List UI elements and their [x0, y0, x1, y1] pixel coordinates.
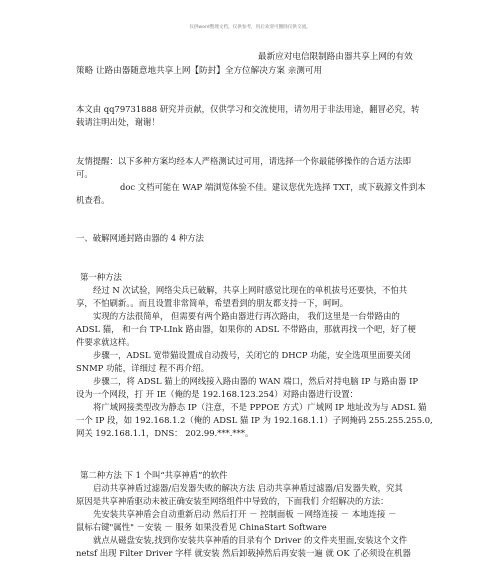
doc-note-line-1: doc 文档可能在 WAP 端浏览体验不佳。建议您优先选择 TXT，或下载源文件到本: [120, 182, 426, 192]
method1-line: 步骤一，ADSL 宽带猫设置成自动拨号，关闭它的 DHCP 功能，安全选项里面要关闭: [93, 350, 411, 360]
method1-line: 件要求就这样。: [76, 337, 135, 347]
method1-line: 将广域网接类型改为静态 IP（注意，不是 PPPOE 方式）广域网 IP 地址改为与 ADSL 猫: [93, 402, 427, 412]
method1-title: 第一种方法: [80, 272, 122, 282]
method1-line: 设为一个网段，打 开 IE（俺的是 192.168.123.254）对路由器进行设置：: [76, 389, 358, 399]
method1-line: 步骤二，将 ADSL 猫上的网线接入路由器的 WAN 端口，然后对持电脑 IP 与路由器 IP: [93, 376, 419, 386]
section1-heading: 一、破解网通封路由器的 4 种方法: [76, 233, 204, 243]
method1-line: 享，不怕刷新。。而且设置非常简单，希望看到的朋友都支持一下，呵呵。: [76, 298, 349, 308]
method2-line: 原因是共享神盾驱动未被正确安装至网络组件中导致的，下面我们 介绍解决的方法：: [76, 496, 389, 506]
method1-line: 实现的方法很简单， 但需要有两个路由器进行再次路由， 我们这里是一台带路由的: [93, 311, 400, 321]
header-note: 仅供word整理文档，仅供参考，用后欢迎可删除仅供交流。: [189, 25, 311, 30]
method2-line: netsf 出现 Filter Driver 字样 就安装 然后卸载掉然后再安装一遍 就 OK 了必须设在机器: [76, 548, 411, 558]
method1-line: ADSL 猫， 和一台 TP-LInk 路由器，如果你的 ADSL 不带路由，那就再找一个吧，好了梗: [76, 324, 416, 334]
copyright-line-2: 载请注明出处，谢谢！: [76, 117, 160, 127]
method2-title: 第二种方法 下 1 个叫“共享神盾”的软件: [80, 470, 228, 480]
tip-line-1: 友情提醒：以下多种方案均经本人严格测试过可用，请选择一个你最能够操作的合适方法即: [76, 156, 411, 166]
method2-line: 就点从磁盘安装,找到你安装共享神盾的目录有个 Driver 的文件夹里面,安装这个文件: [93, 535, 408, 545]
method1-line: 网关 192.168.1.1，DNS： 202.99.***.***。: [76, 428, 254, 438]
tip-line-2: 可。: [76, 169, 93, 179]
copyright-line-1: 本文由 qq79731888 研究并贡献，仅供学习和交流使用，请勿用于非法用途，翻冒必究，转: [76, 104, 420, 114]
title-line-2: 策略 让路由器随意地共享上网【防封】全方位解决方案 亲测可用: [76, 66, 323, 76]
method2-line: 先安装共享神盾会自动重新启动 然后打开 － 控制面板 －网络连接 － 本地连接 －: [93, 509, 397, 519]
method2-line: 鼠标右键"属性" －安装 － 服务 如果没看见 ChinaStart Software: [76, 522, 327, 532]
method2-line: 启动共享神盾过滤器/启发器失败的解决方法 启动共享神盾过滤器/启发器失败，究其: [93, 483, 403, 493]
method1-line: 一个 IP 段，如 192.168.1.2（俺的 ADSL 猫 IP 为 192.168.1.1）子网掩码 255.255.255.0,: [76, 415, 433, 425]
title-line-1: 最新应对电信限制路由器共享上网的有效: [258, 52, 413, 62]
method1-line: 经过 N 次试验，网络尖兵已破解，共享上网时感觉比现在的单机拔号还要快，不怕共: [93, 285, 408, 295]
method1-line: SNMP 功能，详细过 程不再介绍。: [76, 363, 210, 373]
doc-note-line-2: 机查看。: [76, 195, 110, 205]
